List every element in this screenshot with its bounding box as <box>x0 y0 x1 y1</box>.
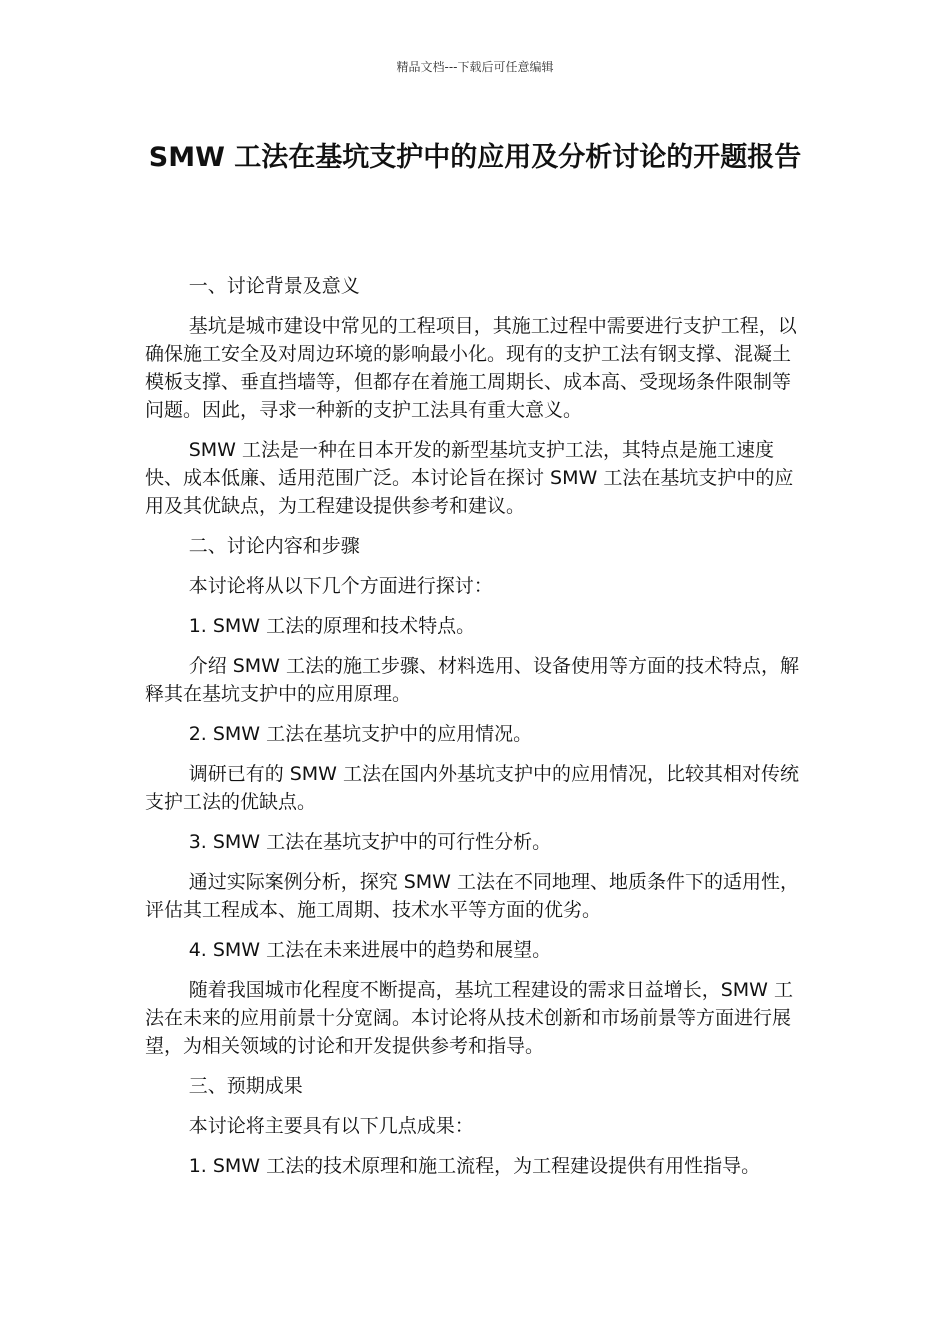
section-heading-background: 一、讨论背景及意义 <box>188 275 360 297</box>
paragraph-outlook: 随着我国城市化程度不断提高，基坑工程建设的需求日益增长，SMW 工法在未来的应用前景十分宽阔。本讨论将从技术创新和市场前景等方面进行展望，为相关领域的讨论和开发提供参考和指导。 <box>145 979 793 1057</box>
paragraph-content-intro: 本讨论将从以下几个方面进行探讨： <box>188 575 493 597</box>
list-item-feasibility: 3. SMW 工法在基坑支护中的可行性分析。 <box>188 831 552 853</box>
paragraph-feasibility: 通过实际案例分析，探究 SMW 工法在不同地理、地质条件下的适用性，评估其工程成本、施工周期、技术水平等方面的优劣。 <box>145 871 800 921</box>
paragraph-application: 调研已有的 SMW 工法在国内外基坑支护中的应用情况，比较其相对传统支护工法的优缺点。 <box>145 763 800 813</box>
paragraph-background: 基坑是城市建设中常见的工程项目，其施工过程中需要进行支护工程，以确保施工安全及对周边环境的影响最小化。现有的支护工法有钢支撑、混凝土模板支撑、垂直挡墙等，但都存在着施工周期长、成本高、受现场条件限制等问题。因此，寻求一种新的支护工法具有重大意义。 <box>145 315 797 421</box>
paragraph-smw-intro: SMW 工法是一种在日本开发的新型基坑支护工法，其特点是施工速度快、成本低廉、适用范围广泛。本讨论旨在探讨 SMW 工法在基坑支护中的应用及其优缺点，为工程建设提供参考和建议。 <box>145 439 794 517</box>
paragraph-principle: 介绍 SMW 工法的施工步骤、材料选用、设备使用等方面的技术特点，解释其在基坑支护中的应用原理。 <box>145 655 800 705</box>
paragraph-results-intro: 本讨论将主要具有以下几点成果： <box>188 1115 474 1137</box>
page-header-note: 精品文档---下载后可任意编辑 <box>396 60 554 74</box>
document-body <box>145 272 805 1192</box>
section-heading-expected-results: 三、预期成果 <box>188 1075 303 1097</box>
document-title: SMW 工法在基坑支护中的应用及分析讨论的开题报告 <box>148 142 802 173</box>
list-item-outlook: 4. SMW 工法在未来进展中的趋势和展望。 <box>188 939 552 961</box>
section-heading-content-steps: 二、讨论内容和步骤 <box>188 535 360 557</box>
list-item-application: 2. SMW 工法在基坑支护中的应用情况。 <box>188 723 533 745</box>
list-item-result-1: 1. SMW 工法的技术原理和施工流程，为工程建设提供有用性指导。 <box>188 1155 761 1177</box>
list-item-principle: 1. SMW 工法的原理和技术特点。 <box>188 615 476 637</box>
